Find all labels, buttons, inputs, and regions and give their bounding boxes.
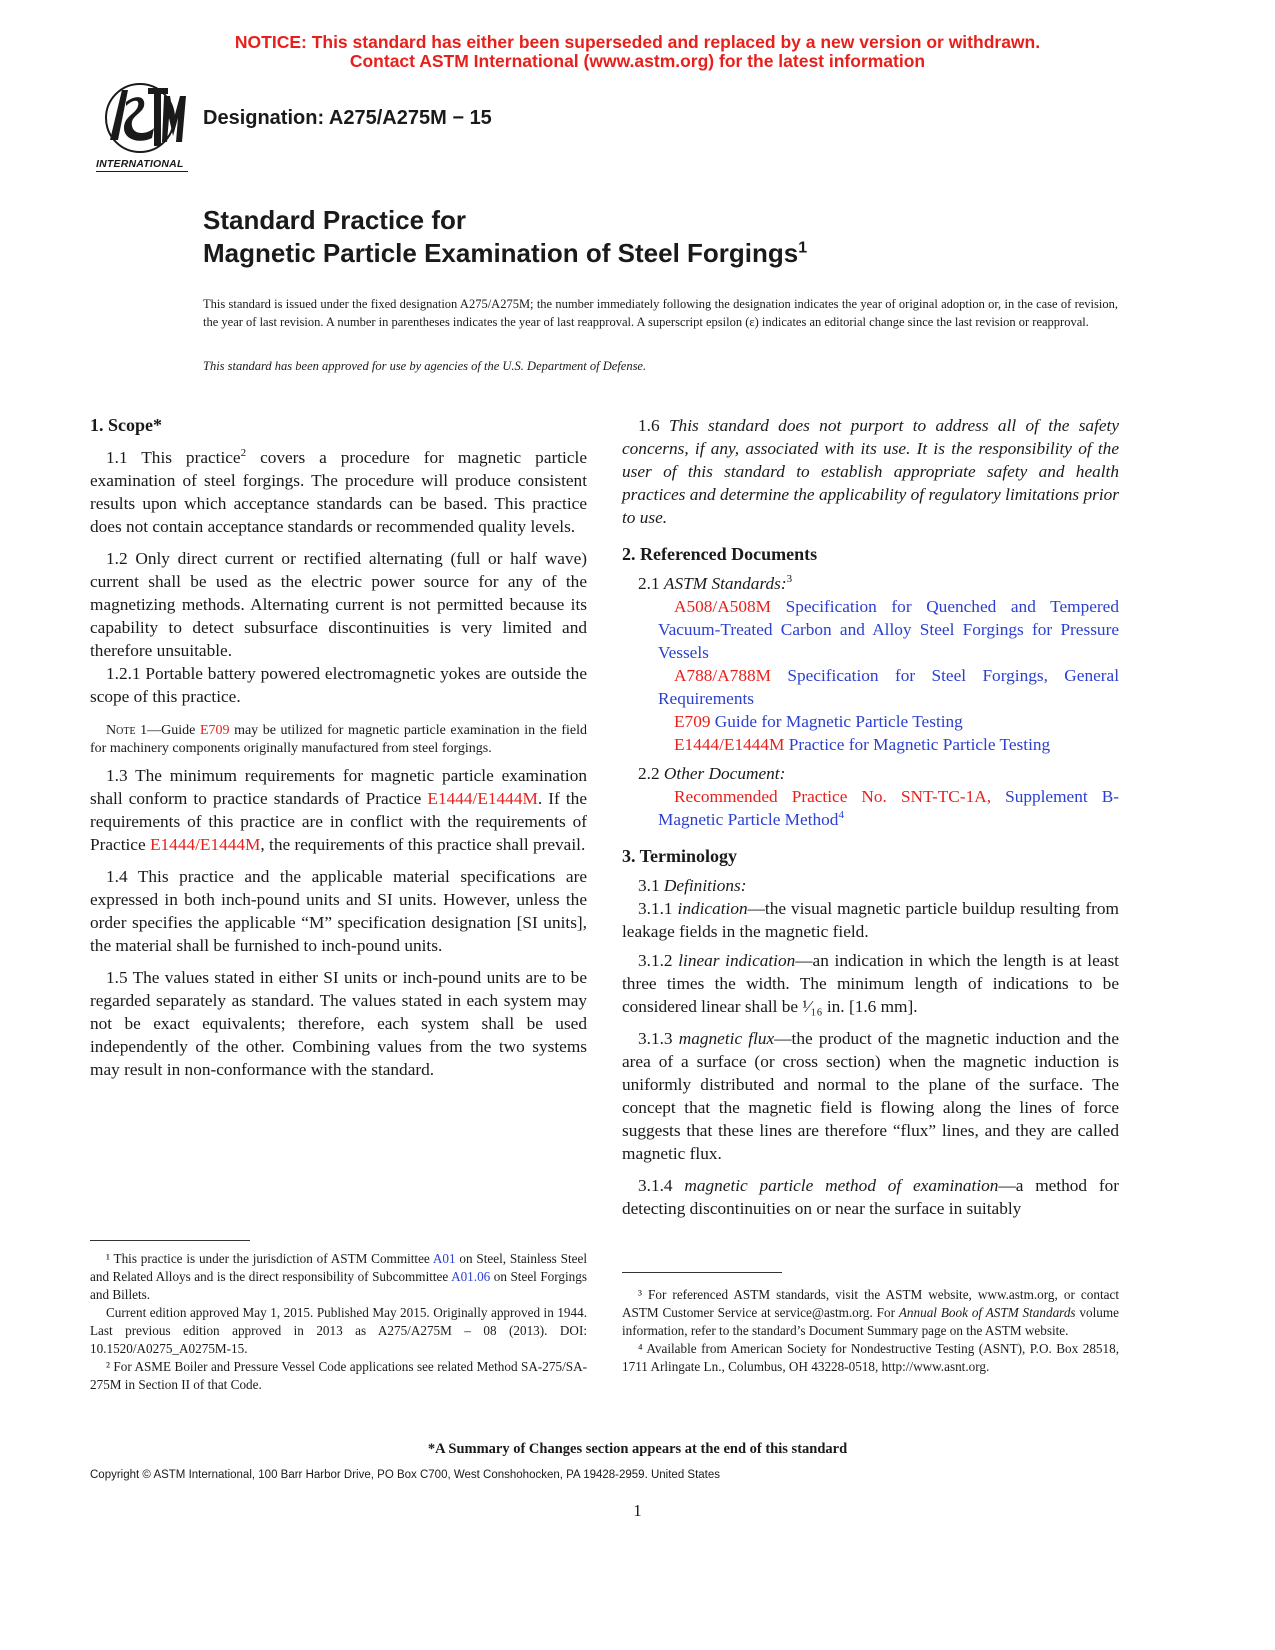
paragraph-3-1-2: 3.1.2 linear indication—an indication in which the length is at least three times the width. The minimum length of indications to be considered linear shall be ¹⁄₁₆ in. [1.6 mm]. bbox=[622, 951, 1119, 1016]
reference-snt-tc-1a[interactable]: Recommended Practice No. SNT-TC-1A, Supplement B-Magnetic Particle Method$^4$ bbox=[658, 787, 1119, 829]
copyright-line: Copyright © ASTM International, 100 Barr Harbor Drive, PO Box C700, West Conshohocken, PA 19428-2959. United States bbox=[90, 1469, 721, 1481]
footnote-1: ¹ This practice is under the jurisdiction of ASTM Committee A01 on Steel, Stainless Steel and Related Alloys and is the direct responsibility of Subcommittee A01.06 on Steel Forgings and Billets. bbox=[90, 1251, 588, 1302]
right-column bbox=[622, 414, 1119, 1220]
document-title bbox=[203, 204, 807, 270]
withdrawal-notice bbox=[0, 33, 1275, 71]
paragraph-1-4: 1.4 This practice and the applicable material specifications are expressed in both inch-pound units and SI units. However, unless the order specifies the applicable “M” specification designation [SI units], the material shall be furnished to inch-pound units. bbox=[90, 867, 587, 955]
footnote-divider-right bbox=[622, 1272, 782, 1273]
footnotes-right bbox=[622, 1286, 1119, 1376]
link-e1444[interactable]: E1444/E1444M bbox=[427, 789, 538, 808]
reference-e1444[interactable]: E1444/E1444M Practice for Magnetic Particle Testing bbox=[674, 735, 1051, 754]
notice-line-1: NOTICE: This standard has either been superseded and replaced by a new version or withdrawn. bbox=[234, 32, 1041, 52]
logo-caption: INTERNATIONAL bbox=[96, 158, 184, 170]
reference-list bbox=[622, 595, 1119, 756]
issued-notice: This standard is issued under the fixed designation A275/A275M; the number immediately following the designation indicates the year of original adoption or, in the case of revision, the year of last revision. A number in parentheses indicates the year of last reapproval. A superscript epsilon (ε) indicates an editorial change since the last revision or reapproval. bbox=[203, 297, 1118, 329]
paragraph-2-1: 2.1 ASTM Standards:$^3$ bbox=[638, 573, 793, 593]
paragraph-3-1-1: 3.1.1 indication—the visual magnetic particle buildup resulting from leakage fields in the magnetic field. bbox=[622, 899, 1119, 941]
paragraph-1-3: 1.3 The minimum requirements for magnetic particle examination shall conform to practice standards of Practice E1444/E1444M. If the requirements of this practice are in conflict with the requirements of Practice E1444/E1444M, the requirements of this practice shall prevail. bbox=[90, 766, 587, 854]
paragraph-3-1-3: 3.1.3 magnetic flux—the product of the magnetic induction and the area of a surface (or cross section) when the magnetic induction is uniformly distributed and normal to the plane of the surface. The concept that the magnetic field is flowing along the lines of force suggests that these lines are therefore “flux” lines, and they are called magnetic flux. bbox=[622, 1029, 1119, 1163]
footnote-3: ³ For referenced ASTM standards, visit the ASTM website, www.astm.org, or contact ASTM Customer Service at service@astm.org. For Annual Book of ASTM Standards volume information, refer to the standard’s Document Summary page on the ASTM website. bbox=[622, 1287, 1119, 1338]
paragraph-3-1-4: 3.1.4 magnetic particle method of examination—a method for detecting discontinuities on or near the surface in suitably bbox=[622, 1176, 1120, 1218]
link-e709[interactable]: E709 bbox=[199, 723, 230, 738]
reference-a508[interactable]: A508/A508M Specification for Quenched and Tempered Vacuum-Treated Carbon and Alloy Steel Forgings for Pressure Vessels bbox=[658, 597, 1119, 662]
section-heading-terminology: 3. Terminology bbox=[622, 846, 738, 866]
paragraph-1-2-1: 1.2.1 Portable battery powered electromagnetic yokes are outside the scope of this practice. bbox=[90, 664, 587, 706]
footnote-2: ² For ASME Boiler and Pressure Vessel Code applications see related Method SA-275/SA-275M in Section II of that Code. bbox=[90, 1359, 587, 1392]
paragraph-1-6: 1.6 This standard does not purport to address all of the safety concerns, if any, associated with its use. It is the responsibility of the user of this standard to establish appropriate safety and health practices and determine the applicability of regulatory limitations prior to use. bbox=[622, 416, 1120, 527]
summary-of-changes-note: *A Summary of Changes section appears at the end of this standard bbox=[427, 1441, 848, 1457]
section-heading-scope: 1. Scope* bbox=[90, 415, 162, 435]
left-column bbox=[90, 414, 587, 1081]
approval-note: This standard has been approved for use by agencies of the U.S. Department of Defense. bbox=[203, 359, 647, 373]
link-e1444-2[interactable]: E1444/E1444M bbox=[149, 835, 261, 854]
link-a01-06[interactable]: A01.06 bbox=[451, 1269, 491, 1284]
paragraph-1-2: 1.2 Only direct current or rectified alternating (full or half wave) current shall be used as the electric power source for any of the magnetizing methods. Alternating current is not permitted because its capability to detect subsurface discontinuities is very limited and therefore unsuitable. bbox=[90, 549, 587, 660]
note-1: Note 1—Guide E709 may be utilized for magnetic particle examination in the field for machinery components originally manufactured from steel forgings. bbox=[90, 723, 588, 756]
footnote-divider-left bbox=[90, 1240, 250, 1241]
astm-logo bbox=[96, 82, 196, 174]
title-footnote-ref: 1 bbox=[798, 239, 808, 257]
section-heading-referenced-documents: 2. Referenced Documents bbox=[622, 544, 818, 564]
paragraph-3-1: 3.1 Definitions: bbox=[638, 876, 747, 895]
footnotes-left bbox=[90, 1250, 587, 1394]
footnote-1-edition: Current edition approved May 1, 2015. Published May 2015. Originally approved in 1944. Last previous edition approved in 2013 as A275/A275M – 08 (2013). DOI: 10.1520/A0275_A0275M-15. bbox=[90, 1305, 587, 1356]
title-line-2-text: Magnetic Particle Examination of Steel Forgings bbox=[203, 238, 799, 268]
footnote-4: ⁴ Available from American Society for Nondestructive Testing (ASNT), P.O. Box 28518, 1711 Arlingate Ln., Columbus, OH 43228-0518, http://www.asnt.org. bbox=[622, 1341, 1119, 1374]
reference-e709[interactable]: E709 Guide for Magnetic Particle Testing bbox=[674, 712, 963, 731]
paragraph-1-1: 1.1 This practice$^2$ covers a procedure for magnetic particle examination of steel forgings. The procedure will produce consistent results upon which acceptance standards can be based. This practice does not contain acceptance standards or recommended quality levels. bbox=[90, 447, 587, 536]
designation: Designation: A275/A275M − 15 bbox=[203, 107, 492, 129]
paragraph-2-2: 2.2 Other Document: bbox=[638, 764, 786, 783]
title-line-2 bbox=[203, 237, 807, 270]
page-number: 1 bbox=[633, 1501, 642, 1520]
logo-underline bbox=[96, 171, 188, 172]
title-line-1: Standard Practice for bbox=[203, 205, 466, 235]
link-a01[interactable]: A01 bbox=[432, 1251, 456, 1266]
paragraph-1-5: 1.5 The values stated in either SI units or inch-pound units are to be regarded separately as standard. The values stated in each system may not be exact equivalents; therefore, each system shall be used independently of the other. Combining values from the two systems may result in non-conformance with the standard. bbox=[90, 968, 587, 1079]
notice-line-2: Contact ASTM International (www.astm.org) for the latest information bbox=[349, 51, 926, 71]
reference-a788[interactable]: A788/A788M Specification for Steel Forgings, General Requirements bbox=[658, 666, 1119, 708]
